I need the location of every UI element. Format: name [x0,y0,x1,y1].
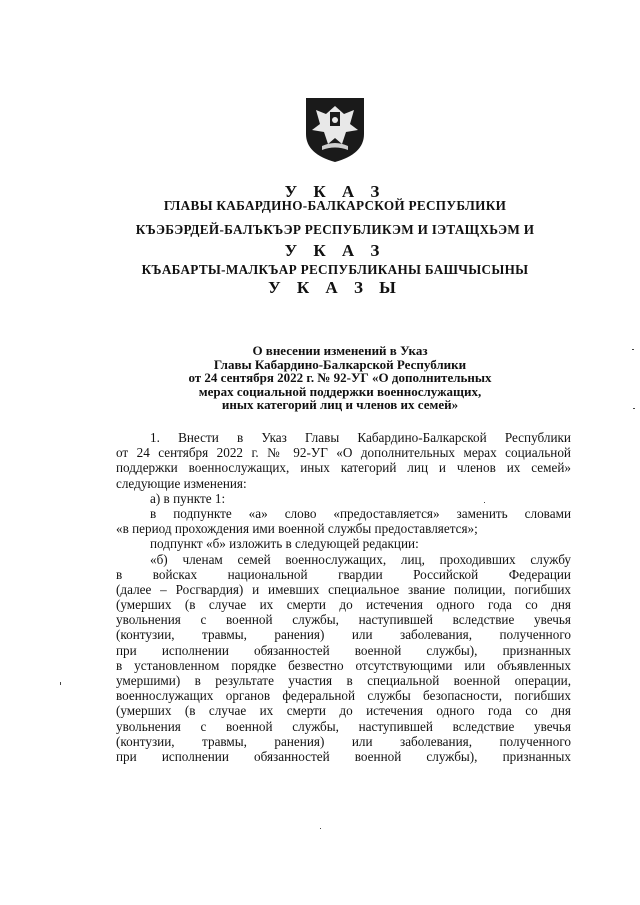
body-text-line: (умерших (в случае их смерти до истечения одного года со дня [116,597,571,613]
scan-mark [320,828,321,829]
issuer-line-balkar: КЪАБАРТЫ-МАЛКЪАР РЕСПУБЛИКАНЫ БАШЧЫСЫНЫ [141,262,529,277]
body-text-line: подпункт «б» изложить в следующей редакции: [150,536,419,552]
body-text-line: (контузии, травмы, ранения) или заболевания, полученного [116,627,571,643]
coat-of-arms-emblem [302,92,368,164]
scan-mark [632,349,634,350]
title-line: О внесении изменений в Указ [252,343,428,358]
scan-mark [633,408,635,409]
body-text-line: (далее – Росгвардия) и имевших специальное звание полиции, погибших [116,581,571,597]
body-text-line: поддержки военнослужащих, иных категорий лиц и членов их семей» [116,460,571,476]
body-text-line: (умерших (в случае их смерти до истечения одного года со дня [116,703,571,719]
body-text-line: в войсках национальной гвардии Российской Федерации [116,566,571,582]
decree-heading: У К А З [284,182,386,201]
decree-heading-balkar: У К А З Ы [268,278,402,297]
body-text-line: умершими) в результате участия в специальной военной операции, [116,673,571,688]
title-line: Главы Кабардино-Балкарской Республики [213,356,467,372]
body-text-line: в установленном порядке безвестно отсутствующими или объявленных [116,657,571,673]
body-text-line: «в период прохождения ими военной службы предоставляется»; [116,521,478,537]
title-line: иных категорий лиц и членов их семей» [221,397,459,413]
title-line: от 24 сентября 2022 г. № 92-УГ «О дополнительных [188,370,492,386]
scan-mark [484,502,485,503]
body-text-line: от 24 сентября 2022 г. № 92-УГ «О дополнительных мерах социальной [116,445,571,461]
body-text-line: (контузии, травмы, ранения) или заболевания, полученного [116,733,571,749]
body-text-line: следующие изменения: [116,475,247,491]
decree-title [130,344,550,412]
body-text-line: 1. Внести в Указ Главы Кабардино-Балкарской Республики [150,430,571,445]
body-text-line: увольнения с военной службы, наступившей вследствие увечья [116,612,571,628]
decree-heading-kabardian: У К А З [284,241,386,260]
body-text-line: военнослужащих органов федеральной службы безопасности, погибших [116,688,571,704]
scan-mark [60,682,61,685]
body-text-line: при исполнении обязанностей военной службы), признанных [116,748,571,764]
decree-body [116,430,571,764]
issuer-line-russian: ГЛАВЫ КАБАРДИНО-БАЛКАРСКОЙ РЕСПУБЛИКИ [163,198,507,213]
body-text-line: при исполнении обязанностей военной службы), признанных [116,642,571,658]
body-text-line: а) в пункте 1: [150,490,226,506]
issuer-line-kabardian: КЪЭБЭРДЕЙ-БАЛЪКЪЭР РЕСПУБЛИКЭМ И ІЭТАЩХЬЭМ И [135,222,535,237]
body-text-line: «б) членам семей военнослужащих, лиц, проходивших службу [150,551,571,567]
title-line: мерах социальной поддержки военнослужащих, [198,383,482,399]
body-text-line: в подпункте «а» слово «предоставляется» заменить словами [150,505,571,521]
body-text-line: увольнения с военной службы, наступившей вследствие увечья [116,718,571,734]
